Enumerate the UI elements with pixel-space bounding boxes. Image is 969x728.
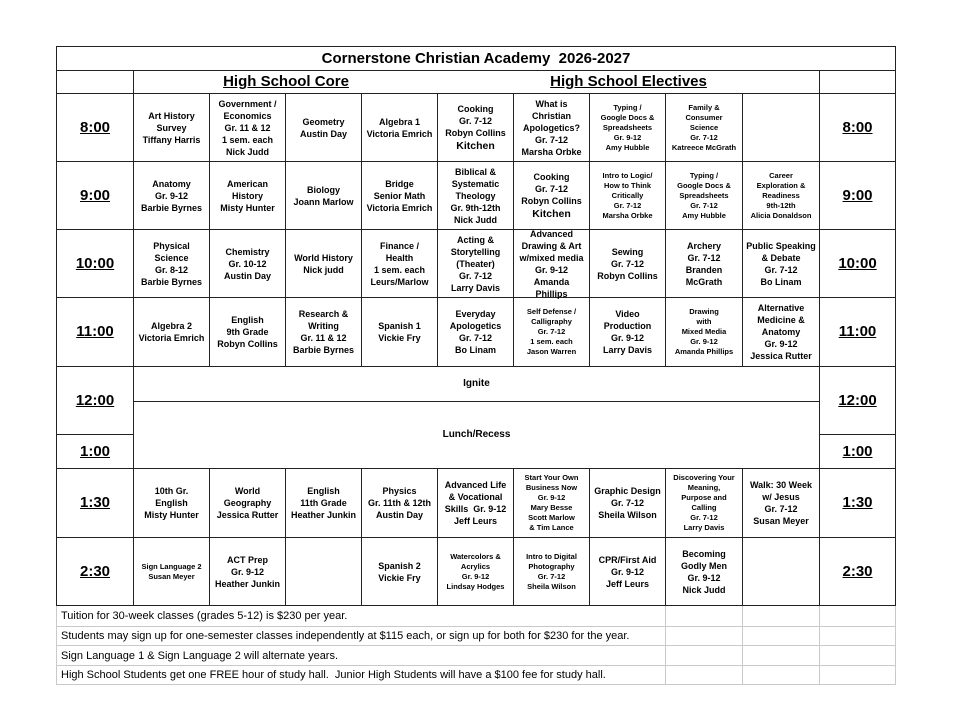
course-cell: 10th Gr. English Misty Hunter [134, 469, 210, 538]
course-cell: Career Exploration & Readiness 9th-12th Alicia Donaldson [743, 162, 820, 230]
course-cell: Algebra 1 Victoria Emrich [362, 94, 438, 162]
note-line: Sign Language 1 & Sign Language 2 will alternate years. [56, 646, 666, 666]
course-cell: Algebra 2 Victoria Emrich [134, 298, 210, 367]
course-cell [286, 538, 362, 606]
time-text: 1:30 [79, 494, 111, 511]
course-cell: Typing / Google Docs & Spreadsheets Gr. 9-12 Amy Hubble [590, 94, 666, 162]
course-cell: Acting & Storytelling (Theater) Gr. 7-12 Larry Davis [438, 230, 514, 298]
time-label-left [57, 230, 134, 298]
time-text: 1:30 [842, 494, 873, 511]
lunch-recess-band: Lunch/Recess [134, 402, 820, 469]
time-label-right [820, 367, 896, 435]
course-cell: Physics Gr. 11th & 12th Austin Day [362, 469, 438, 538]
note-blank-cell [743, 606, 820, 627]
course-cell: Discovering Your Meaning, Purpose and Calling Gr. 7-12 Larry Davis [666, 469, 743, 538]
time-label-right [820, 230, 896, 298]
time-label-left [57, 538, 134, 606]
course-cell [743, 538, 820, 606]
course-cell: Art History Survey Tiffany Harris [134, 94, 210, 162]
course-cell: Watercolors & Acrylics Gr. 9-12 Lindsay Hodges [438, 538, 514, 606]
time-label-right [820, 162, 896, 230]
header-blank-left [57, 71, 134, 94]
time-text: 2:30 [842, 562, 873, 580]
course-cell: Government / Economics Gr. 11 & 12 1 sem. each Nick Judd [210, 94, 286, 162]
ignite-band: Ignite [134, 367, 820, 402]
note-blank-cell [820, 666, 896, 685]
time-text: 9:00 [79, 186, 111, 204]
course-cell: Everyday Apologetics Gr. 7-12 Bo Linam [438, 298, 514, 367]
course-cell: Advanced Drawing & Art w/mixed media Gr. 9-12 Amanda Phillips [514, 230, 590, 298]
course-cell [514, 162, 590, 230]
time-text: 1:00 [79, 442, 111, 460]
time-label-left [57, 162, 134, 230]
course-room: Kitchen [532, 207, 571, 220]
header-core-label: High School Core [223, 73, 349, 90]
course-text: Cooking Gr. 7-12 Robyn Collins [445, 103, 506, 138]
note-blank-cell [820, 627, 896, 646]
schedule-table [56, 46, 896, 606]
time-text: 8:00 [842, 118, 873, 136]
course-cell: Intro to Logic/ How to Think Critically Gr. 7-12 Marsha Orbke [590, 162, 666, 230]
time-text: 10:00 [75, 254, 115, 272]
time-text: 12:00 [75, 391, 115, 409]
header-electives [438, 71, 820, 94]
time-label-left [57, 469, 134, 538]
time-label-left [57, 94, 134, 162]
time-label-left [57, 367, 134, 435]
time-label-right [820, 94, 896, 162]
course-cell: Spanish 1 Vickie Fry [362, 298, 438, 367]
course-cell [743, 94, 820, 162]
time-label-left [57, 298, 134, 367]
note-blank-cell [666, 666, 743, 685]
note-blank-cell [743, 646, 820, 666]
course-cell: Graphic Design Gr. 7-12 Sheila Wilson [590, 469, 666, 538]
course-cell: Biblical & Systematic Theology Gr. 9th-12th Nick Judd [438, 162, 514, 230]
course-cell: Alternative Medicine & Anatomy Gr. 9-12 Jessica Rutter [743, 298, 820, 367]
course-cell: Anatomy Gr. 9-12 Barbie Byrnes [134, 162, 210, 230]
note-line: Tuition for 30-week classes (grades 5-12) is $230 per year. [56, 606, 666, 627]
course-cell: Video Production Gr. 9-12 Larry Davis [590, 298, 666, 367]
time-text: 1:00 [842, 442, 873, 460]
course-cell: Drawing with Mixed Media Gr. 9-12 Amanda Phillips [666, 298, 743, 367]
time-label-left [57, 435, 134, 469]
note-blank-cell [820, 646, 896, 666]
time-text: 2:30 [79, 562, 111, 580]
footer-notes [56, 605, 896, 685]
header-core [134, 71, 438, 94]
course-cell: Spanish 2 Vickie Fry [362, 538, 438, 606]
course-cell: What is Christian Apologetics? Gr. 7-12 Marsha Orbke [514, 94, 590, 162]
time-text: 12:00 [838, 391, 877, 409]
note-blank-cell [743, 627, 820, 646]
course-cell: Intro to Digital Photography Gr. 7-12 Sheila Wilson [514, 538, 590, 606]
time-label-right [820, 298, 896, 367]
course-cell: Start Your Own Business Now Gr. 9-12 Mary Besse Scott Marlow & Tim Lance [514, 469, 590, 538]
course-cell: Geometry Austin Day [286, 94, 362, 162]
course-cell: World Geography Jessica Rutter [210, 469, 286, 538]
schedule-title: Cornerstone Christian Academy 2026-2027 [57, 47, 896, 71]
time-text: 8:00 [79, 118, 111, 136]
course-cell: Sewing Gr. 7-12 Robyn Collins [590, 230, 666, 298]
note-blank-cell [743, 666, 820, 685]
course-cell: Finance / Health 1 sem. each Leurs/Marlow [362, 230, 438, 298]
note-blank-cell [820, 606, 896, 627]
course-cell: Family & Consumer Science Gr. 7-12 Katreece McGrath [666, 94, 743, 162]
course-cell: Physical Science Gr. 8-12 Barbie Byrnes [134, 230, 210, 298]
course-cell: Sign Language 2 Susan Meyer [134, 538, 210, 606]
course-cell: World History Nick judd [286, 230, 362, 298]
note-blank-cell [666, 646, 743, 666]
course-cell: Public Speaking & Debate Gr. 7-12 Bo Linam [743, 230, 820, 298]
note-line: High School Students get one FREE hour of study hall. Junior High Students will have a $100 fee for study hall. [56, 666, 666, 685]
course-cell: CPR/First Aid Gr. 9-12 Jeff Leurs [590, 538, 666, 606]
course-cell: ACT Prep Gr. 9-12 Heather Junkin [210, 538, 286, 606]
header-blank-right [820, 71, 896, 94]
note-blank-cell [666, 606, 743, 627]
time-text: 10:00 [838, 254, 877, 272]
course-cell: English 9th Grade Robyn Collins [210, 298, 286, 367]
time-text: 9:00 [842, 186, 873, 204]
course-cell: Self Defense / Calligraphy Gr. 7-12 1 sem. each Jason Warren [514, 298, 590, 367]
course-cell: Typing / Google Docs & Spreadsheets Gr. 7-12 Amy Hubble [666, 162, 743, 230]
time-label-right [820, 538, 896, 606]
time-text: 11:00 [838, 323, 877, 340]
time-label-right [820, 469, 896, 538]
course-cell: Advanced Life & Vocational Skills Gr. 9-12 Jeff Leurs [438, 469, 514, 538]
course-cell: Becoming Godly Men Gr. 9-12 Nick Judd [666, 538, 743, 606]
note-line: Students may sign up for one-semester classes independently at $115 each, or sign up for both for $230 for the year. [56, 627, 666, 646]
course-cell: American History Misty Hunter [210, 162, 286, 230]
time-text: 11:00 [76, 323, 114, 340]
course-cell: Biology Joann Marlow [286, 162, 362, 230]
course-text: Cooking Gr. 7-12 Robyn Collins [521, 171, 582, 206]
course-cell: English 11th Grade Heather Junkin [286, 469, 362, 538]
course-room: Kitchen [456, 139, 495, 152]
course-cell: Walk: 30 Week w/ Jesus Gr. 7-12 Susan Meyer [743, 469, 820, 538]
note-blank-cell [666, 627, 743, 646]
header-electives-label: High School Electives [550, 73, 707, 90]
course-cell: Chemistry Gr. 10-12 Austin Day [210, 230, 286, 298]
course-cell: Bridge Senior Math Victoria Emrich [362, 162, 438, 230]
course-cell: Research & Writing Gr. 11 & 12 Barbie Byrnes [286, 298, 362, 367]
course-cell [438, 94, 514, 162]
time-label-right [820, 435, 896, 469]
course-cell: Archery Gr. 7-12 Branden McGrath [666, 230, 743, 298]
